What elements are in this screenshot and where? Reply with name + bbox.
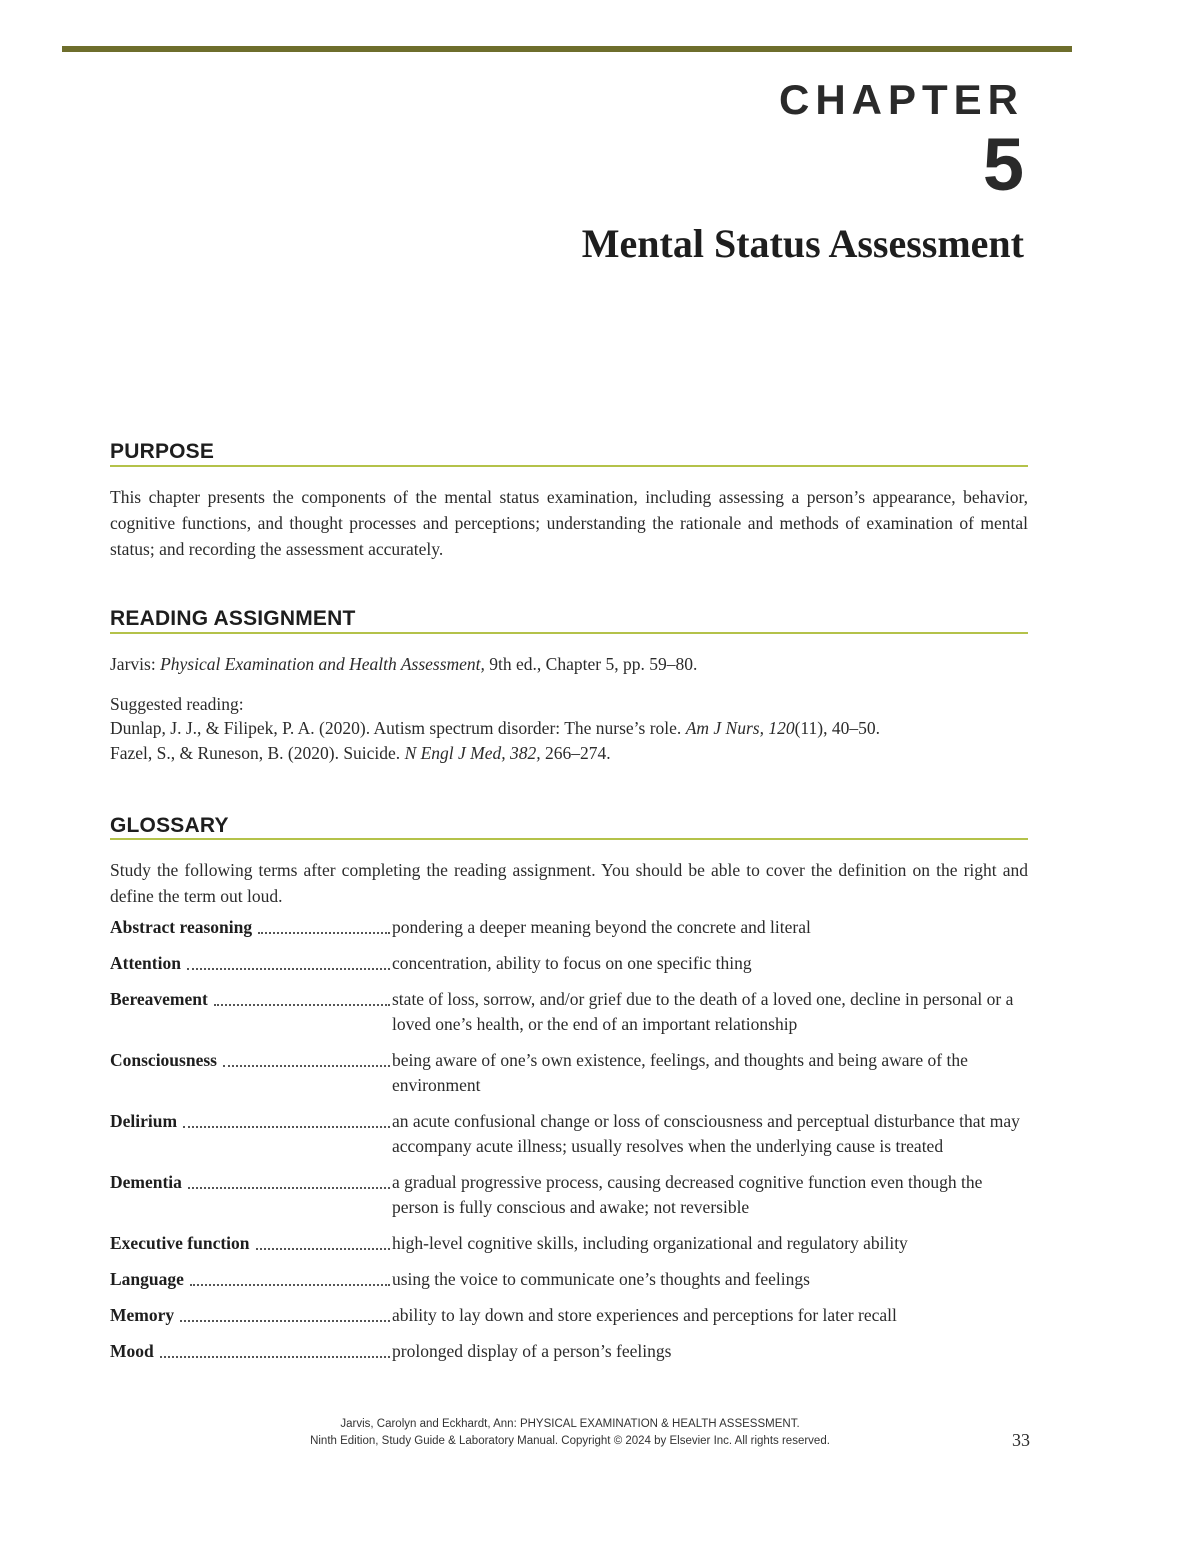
glossary-definition: concentration, ability to focus on one specific thing	[392, 953, 752, 973]
reading-rule	[110, 632, 1028, 634]
glossary-entry	[110, 1048, 1030, 1098]
dot-leader	[160, 1356, 390, 1358]
dot-leader	[256, 1248, 390, 1250]
chapter-label: CHAPTER	[778, 76, 1024, 123]
glossary-definition: pondering a deeper meaning beyond the concrete and literal	[392, 917, 811, 937]
glossary-term: Language	[110, 1269, 184, 1289]
glossary-entry	[110, 1109, 1030, 1159]
dot-leader	[187, 968, 390, 970]
glossary-rule	[110, 838, 1028, 840]
dot-leader	[188, 1187, 390, 1189]
glossary-term: Executive function	[110, 1233, 250, 1253]
chapter-top-rule	[62, 46, 1072, 52]
glossary-entry	[110, 1170, 1030, 1220]
glossary-entry	[110, 915, 1030, 940]
glossary-entry	[110, 951, 1030, 976]
glossary-entry	[110, 1339, 1030, 1364]
glossary-term: Attention	[110, 953, 181, 973]
reading-main-book: Physical Examination and Health Assessment,	[160, 654, 485, 674]
glossary-entry	[110, 987, 1030, 1037]
dot-leader	[214, 1004, 390, 1006]
purpose-text: This chapter presents the components of the mental status examination, including assessing a person’s appearance, behavior, cognitive functions, and thought processes and perceptions; understanding the rationale and methods of examination of mental status; and recording the assessment accurately.	[110, 487, 1028, 559]
glossary-definition: a gradual progressive process, causing decreased cognitive function even though the person is fully conscious and awake; not reversible	[392, 1172, 983, 1217]
glossary-entry	[110, 1231, 1030, 1256]
glossary-entry	[110, 1267, 1030, 1292]
reading-main-text: Jarvis: Physical Examination and Health Assessment, 9th ed., Chapter 5, pp. 59–80.	[110, 654, 698, 674]
glossary-term: Delirium	[110, 1111, 178, 1131]
glossary-term: Memory	[110, 1305, 175, 1325]
reading-heading: READING ASSIGNMENT	[110, 607, 356, 630]
glossary-definition: state of loss, sorrow, and/or grief due to the death of a loved one, decline in personal or a loved one’s health, or the end of an important relationship	[392, 989, 1014, 1034]
glossary-definition: prolonged display of a person’s feelings	[392, 1341, 672, 1361]
glossary-definition: being aware of one’s own existence, feelings, and thoughts and being aware of the environment	[392, 1050, 968, 1095]
glossary-term: Mood	[110, 1341, 154, 1361]
reference-item: Fazel, S., & Runeson, B. (2020). Suicide. N Engl J Med, 382, 266–274.	[110, 743, 611, 763]
glossary-term: Consciousness	[110, 1050, 217, 1070]
glossary-heading: GLOSSARY	[110, 814, 229, 837]
glossary-term: Bereavement	[110, 989, 208, 1009]
dot-leader	[183, 1126, 390, 1128]
dot-leader	[223, 1065, 390, 1067]
page-number: 33	[1012, 1430, 1030, 1450]
glossary-term: Dementia	[110, 1172, 182, 1192]
glossary-definition: high-level cognitive skills, including organizational and regulatory ability	[392, 1233, 908, 1253]
chapter-number: 5	[982, 123, 1024, 206]
glossary-term: Abstract reasoning	[110, 917, 253, 937]
glossary-intro: Study the following terms after completing the reading assignment. You should be able to cover the definition on the right and define the term out loud.	[110, 860, 1028, 906]
dot-leader	[258, 932, 390, 934]
glossary-entry	[110, 1303, 1030, 1328]
footer-line-2: Ninth Edition, Study Guide & Laboratory Manual. Copyright © 2024 by Elsevier Inc. All rights reserved.	[310, 1435, 830, 1447]
glossary-definition: using the voice to communicate one’s thoughts and feelings	[392, 1269, 810, 1289]
reference-item: Dunlap, J. J., & Filipek, P. A. (2020). Autism spectrum disorder: The nurse’s role. Am J Nurs, 120(11), 40–50.	[110, 718, 880, 738]
dot-leader	[180, 1320, 390, 1322]
suggested-reading-label: Suggested reading:	[110, 694, 244, 714]
glossary-definition: an acute confusional change or loss of consciousness and perceptual disturbance that may accompany acute illness; usually resolves when the underlying cause is treated	[392, 1111, 1020, 1156]
chapter-title: Mental Status Assessment	[581, 221, 1024, 266]
glossary-definition: ability to lay down and store experiences and perceptions for later recall	[392, 1305, 897, 1325]
dot-leader	[190, 1284, 390, 1286]
footer-line-1: Jarvis, Carolyn and Eckhardt, Ann: PHYSICAL EXAMINATION & HEALTH ASSESSMENT.	[340, 1418, 800, 1430]
footer-citation	[250, 1416, 890, 1450]
purpose-rule	[110, 465, 1028, 467]
purpose-heading: PURPOSE	[110, 440, 215, 463]
glossary-list	[110, 915, 1030, 1364]
